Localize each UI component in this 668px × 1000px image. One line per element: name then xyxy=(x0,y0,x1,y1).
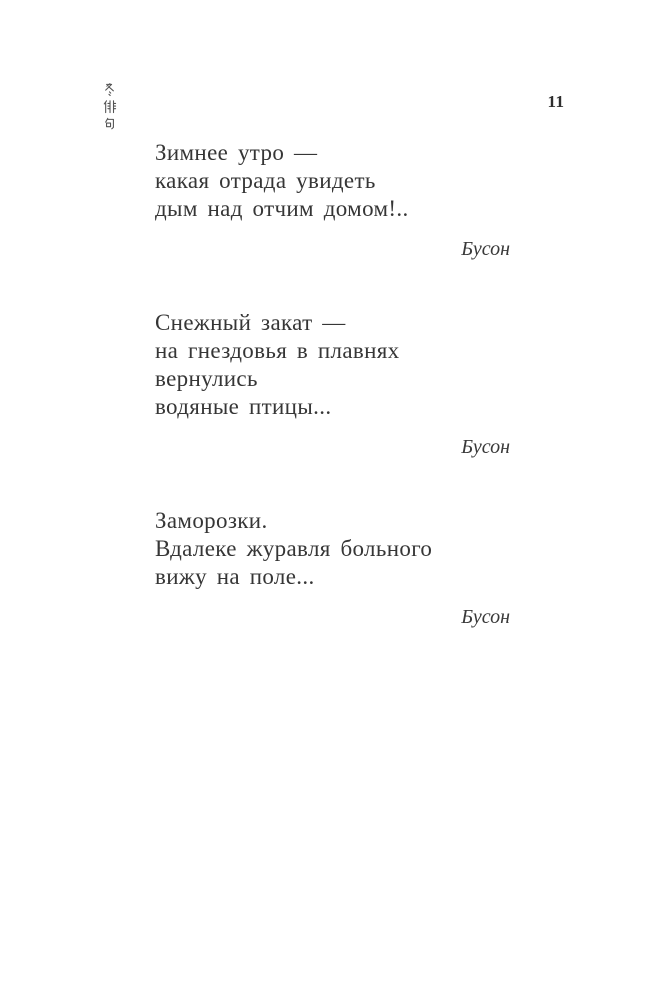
vertical-title-kanji-icon xyxy=(101,83,118,130)
poem-line: на гнездовья в плавнях вернулись xyxy=(155,338,400,391)
poem-line: Снежный закат — xyxy=(155,310,346,335)
poem-line: Зимнее утро — xyxy=(155,140,318,165)
poem-line: Заморозки. xyxy=(155,508,268,533)
poem-author: Бусон xyxy=(461,238,510,260)
page-number: 11 xyxy=(547,92,565,111)
poem-line: вижу на поле... xyxy=(155,564,315,589)
poem-author: Бусон xyxy=(461,606,510,628)
poem-line: дым над отчим домом!.. xyxy=(155,196,409,221)
poem-author: Бусон xyxy=(461,436,510,458)
haiku-poem xyxy=(155,507,510,629)
haiku-poem xyxy=(155,139,510,261)
kanji-strokes xyxy=(101,83,118,130)
haiku-poem xyxy=(155,309,510,459)
poem-line: какая отрада увидеть xyxy=(155,168,376,193)
poems-column xyxy=(155,139,510,677)
poem-line: Вдалеке журавля больного xyxy=(155,536,433,561)
poem-line: водяные птицы... xyxy=(155,394,332,419)
